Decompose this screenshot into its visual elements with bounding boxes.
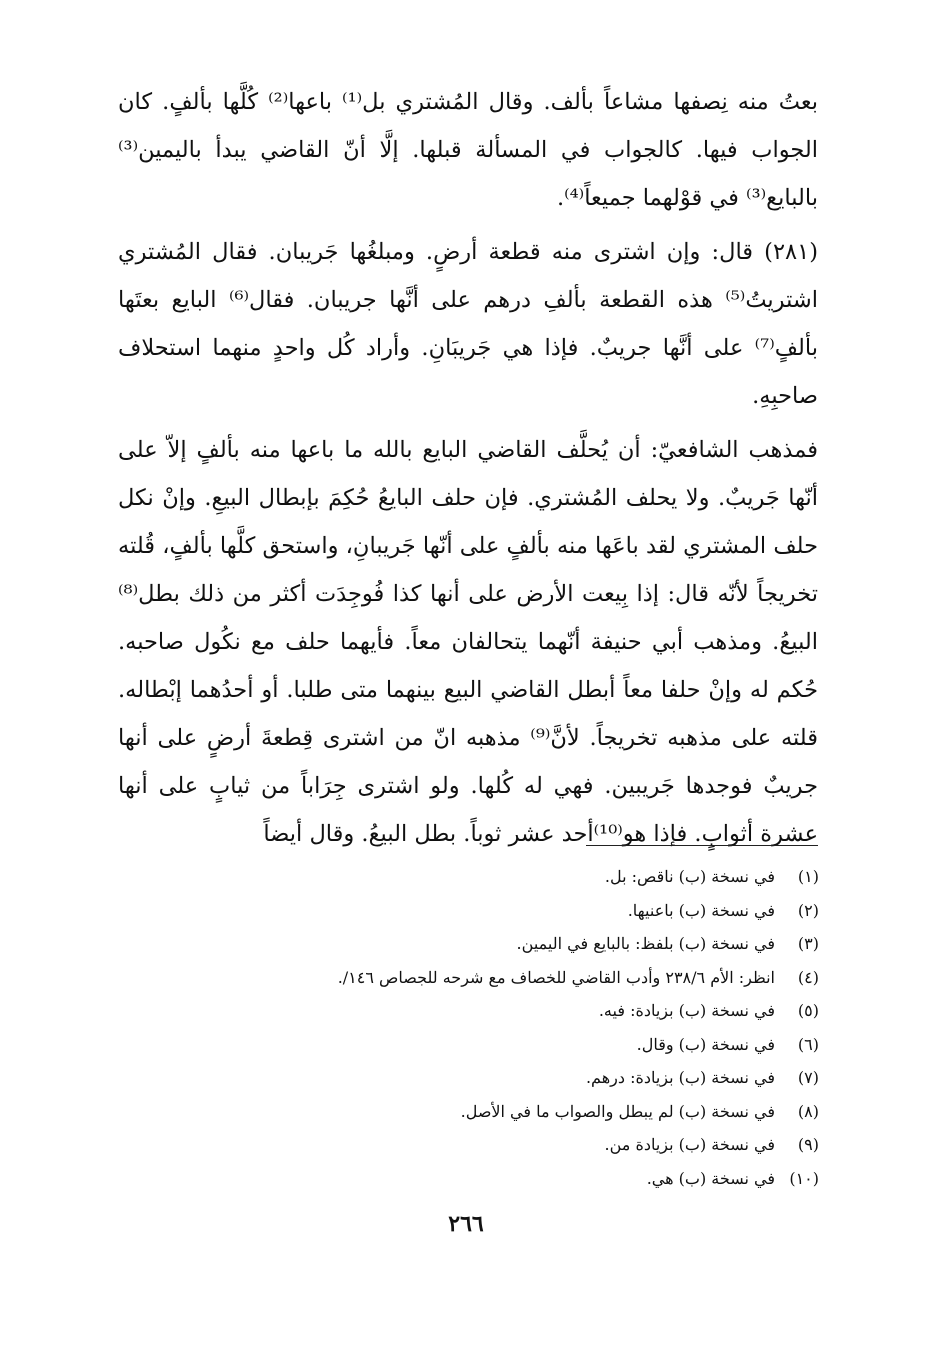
footnote-item: [119, 1095, 819, 1129]
footnote-item: [119, 927, 819, 961]
footnote-number: (٥): [797, 1001, 819, 1020]
footnote-text: في نسخة (ب) بزيادة من.: [604, 1135, 775, 1154]
footnote-text: في نسخة (ب) باعنيها.: [627, 900, 775, 920]
footnote-number: (٢): [797, 900, 819, 920]
footnote-text: في نسخة (ب) هي.: [646, 1168, 775, 1188]
footnote-number: (٤): [797, 967, 819, 987]
footnote-text: في نسخة (ب) بزيادة: درهم.: [585, 1068, 775, 1087]
paragraph-continuation: بعتُ منه نِصفها مشاعاً بألف. وقال المُشتري بل⁽¹⁾ باعها⁽²⁾ كُلَّها بألفٍ. كان الجواب فيها. كالجواب في المسألة قبلها. إلَّا أنّ القاضي يبدأ باليمين⁽³⁾ بالبايع⁽³⁾ في قوْلهما جميعاً⁽⁴⁾.: [118, 89, 818, 211]
footnote-text: في نسخة (ب) وقال.: [636, 1034, 775, 1054]
footnote-number: (١): [797, 867, 819, 886]
footnote-item: [119, 1162, 819, 1196]
footnote-item: [119, 1061, 819, 1095]
footnote-divider: [586, 845, 818, 846]
footnote-text: انظر: الأم ٢٣٨/٦ وأدب القاضي للخصاف مع شرحه للجصاص ١٤٦/.: [337, 967, 775, 987]
footnote-item: [119, 961, 819, 995]
footnote-item: [119, 1128, 819, 1162]
footnote-item: [119, 994, 819, 1028]
footnote-number: (٧): [797, 1068, 819, 1087]
paragraph-shafii: فمذهب الشافعيّ: أن يُحلَّف القاضي البايع بالله ما باعها منه بألفٍ إلاّ على أنّها جَريبٌ. ولا يحلف المُشتري. فإن حلف البايعُ حُكِمَ بإبطال البيعِ. وإنْ نكل حلف المشتري لقد باعَها منه بألفٍ على أنّها جَريبانِ، واستحق كلَّها بألفٍ، قُلته تخريجاً لأنّه قال: إذا بِيعت الأرض على أنها كذا فُوجِدَت أكثر من ذلك بطل⁽⁸⁾ البيعُ. ومذهب أبي حنيفة أنّهما يتحالفان معاً. فأيهما حلف مع نكُول صاحبه. حُكم له وإنْ حلفا معاً أبطل القاضي البيع بينهما متى طلبا. أو أحدُهما إبْطاله. قلته على مذهبه تخريجاً. لأنَّ⁽⁹⁾ مذهبه انّ من اشترى قِطعةَ أرضٍ على أنها جريبٌ فوجدها جَريبين. فهي له كُلها. ولو اشترى جِرَاباً من ثيابٍ على أنها عشرة أثوابٍ. فإذا هو⁽¹⁰⁾أحد عشر ثوباً. بطل البيعُ. وقال أيضاً: [118, 437, 819, 847]
page-number: ٢٦٦: [448, 1211, 484, 1237]
main-text: [118, 78, 818, 864]
footnote-item: [119, 860, 819, 894]
footnote-text: في نسخة (ب) بزيادة: فيه.: [598, 1001, 775, 1020]
footnote-number: (١٠): [789, 1168, 819, 1188]
paragraph-281: (٢٨١) قال: وإن اشترى منه قطعة أرضٍ. ومبلغُها جَريبان. فقال المُشتري اشتريتُ⁽⁵⁾ هذه القطعة بألفِ درهم على أنَّها جريبان. فقال⁽⁶⁾ البايع بعتَها بألفٍ⁽⁷⁾ على أنَّها جريبٌ. فإذا هي جَريبَانِ. وأراد كُل واحدٍ منهما استحلاف صاحبِهِ.: [118, 239, 818, 409]
footnote-item: [119, 1028, 819, 1062]
footnote-number: (٩): [797, 1135, 819, 1154]
footnotes: [119, 860, 819, 1195]
footnote-number: (٣): [797, 934, 819, 953]
footnote-number: (٨): [797, 1101, 819, 1121]
footnote-text: في نسخة (ب) لم يبطل والصواب ما في الأصل.: [460, 1101, 775, 1121]
footnote-item: [119, 894, 819, 928]
footnote-text: في نسخة (ب) بلفظ: بالبايع في اليمين.: [516, 934, 775, 953]
footnote-text: في نسخة (ب) ناقص: بل.: [604, 867, 775, 886]
footnote-number: (٦): [797, 1034, 819, 1054]
